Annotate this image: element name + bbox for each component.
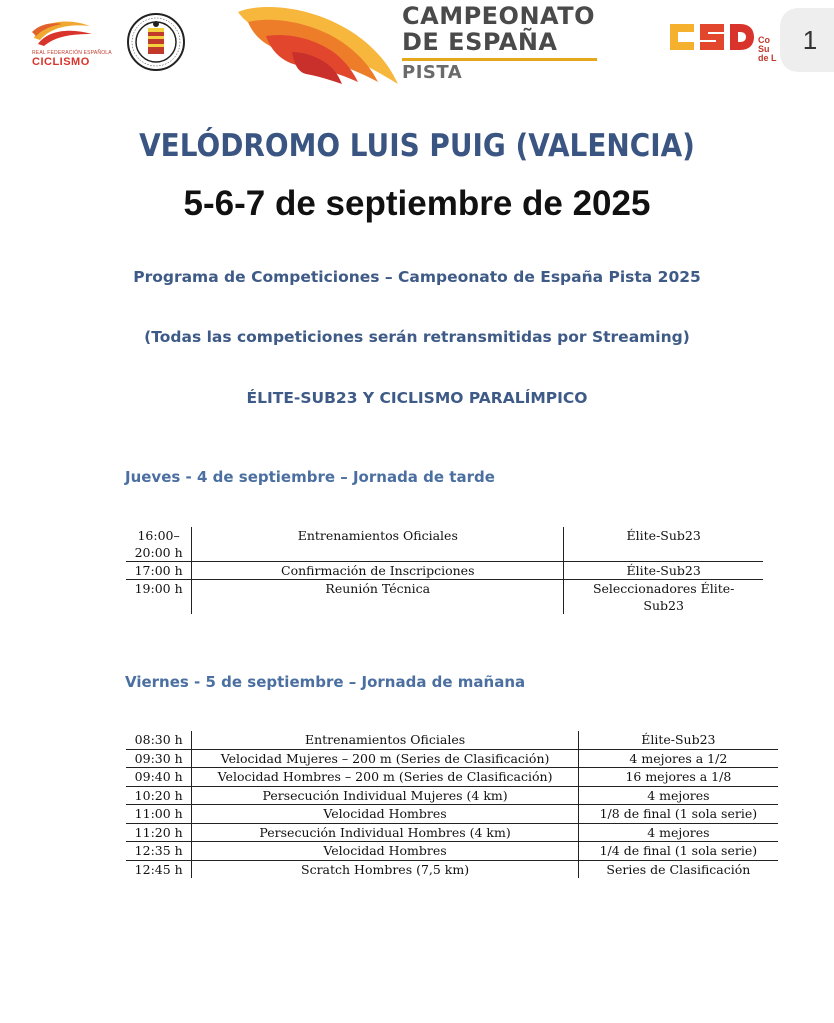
schedule-table-thursday (126, 527, 763, 614)
row-event: Entrenamientos Oficiales (192, 527, 564, 562)
championship-divider (402, 58, 597, 61)
csd-logo (660, 14, 780, 74)
row-time: 12:45 h (126, 860, 192, 878)
streaming-note: (Todas las competiciones serán retransmitidas por Streaming) (144, 328, 690, 346)
row-category: Seleccionadores Élite- Sub23 (592, 581, 735, 613)
row-time: 12:35 h (126, 842, 192, 861)
row-time: 17:00 h (126, 562, 192, 580)
row-category: Élite-Sub23 (564, 562, 763, 580)
row-time: 09:40 h (126, 768, 192, 787)
row-time: 11:00 h (126, 805, 192, 824)
table-row (126, 731, 778, 749)
venue-title: VELÓDROMO LUIS PUIG (VALENCIA) (139, 128, 695, 164)
rfec-logo-small-text: REAL FEDERACIÓN ESPAÑOLA (32, 50, 112, 56)
csd-logo-text: Co Su de L (758, 35, 777, 63)
table-row (126, 562, 763, 580)
row-event: Entrenamientos Oficiales (192, 731, 578, 749)
page-number-badge: 1 (780, 8, 834, 72)
table-row (126, 768, 778, 787)
table-row (126, 823, 778, 842)
table-row (126, 805, 778, 824)
table-row (126, 527, 763, 562)
schedule-table-friday (126, 731, 778, 878)
rfec-logo (28, 16, 112, 72)
row-category: 4 mejores a 1/2 (578, 749, 778, 768)
row-time: 16:00– 20:00 h (126, 527, 192, 562)
row-time: 11:20 h (126, 823, 192, 842)
row-category: 4 mejores (578, 786, 778, 805)
row-event: Velocidad Hombres (192, 842, 578, 861)
event-dates: 5-6-7 de septiembre de 2025 (183, 184, 651, 223)
row-event: Velocidad Hombres – 200 m (Series de Clasificación) (192, 768, 578, 787)
day-heading-thursday: Jueves - 4 de septiembre – Jornada de tarde (125, 468, 495, 486)
row-time: 09:30 h (126, 749, 192, 768)
championship-title-line1: CAMPEONATO (402, 2, 596, 30)
table-row (126, 580, 763, 615)
table-row (126, 786, 778, 805)
row-time: 19:00 h (126, 580, 192, 615)
rfec-logo-text: CICLISMO (32, 56, 90, 68)
row-event: Confirmación de Inscripciones (192, 562, 564, 580)
row-event: Velocidad Hombres (192, 805, 578, 824)
row-time: 10:20 h (126, 786, 192, 805)
row-category: 4 mejores (578, 823, 778, 842)
table-row (126, 749, 778, 768)
campeonato-logo (232, 2, 607, 86)
row-category: 1/8 de final (1 sola serie) (578, 805, 778, 824)
championship-title-line2: DE ESPAÑA (402, 28, 558, 56)
row-category: Élite-Sub23 (578, 731, 778, 749)
table-row (126, 842, 778, 861)
page-header (0, 0, 834, 92)
row-time: 08:30 h (126, 731, 192, 749)
day-heading-friday: Viernes - 5 de septiembre – Jornada de mañana (125, 673, 526, 691)
program-title: Programa de Competiciones – Campeonato de España Pista 2025 (133, 268, 701, 286)
row-event: Persecución Individual Mujeres (4 km) (192, 786, 578, 805)
championship-title-line3: PISTA (402, 62, 463, 83)
row-event: Reunión Técnica (192, 580, 564, 615)
row-category: Series de Clasificación (606, 861, 751, 877)
federation-seal-logo (126, 12, 186, 72)
row-category: Élite-Sub23 (564, 527, 763, 562)
row-event: Persecución Individual Hombres (4 km) (192, 823, 578, 842)
category-title: ÉLITE-SUB23 Y CICLISMO PARALÍMPICO (246, 389, 588, 407)
row-event: Velocidad Mujeres – 200 m (Series de Clasificación) (192, 749, 578, 768)
table-row (126, 860, 778, 878)
row-category: 16 mejores a 1/8 (578, 768, 778, 787)
row-event: Scratch Hombres (7,5 km) (192, 860, 578, 878)
row-category: 1/4 de final (1 sola serie) (578, 842, 778, 861)
